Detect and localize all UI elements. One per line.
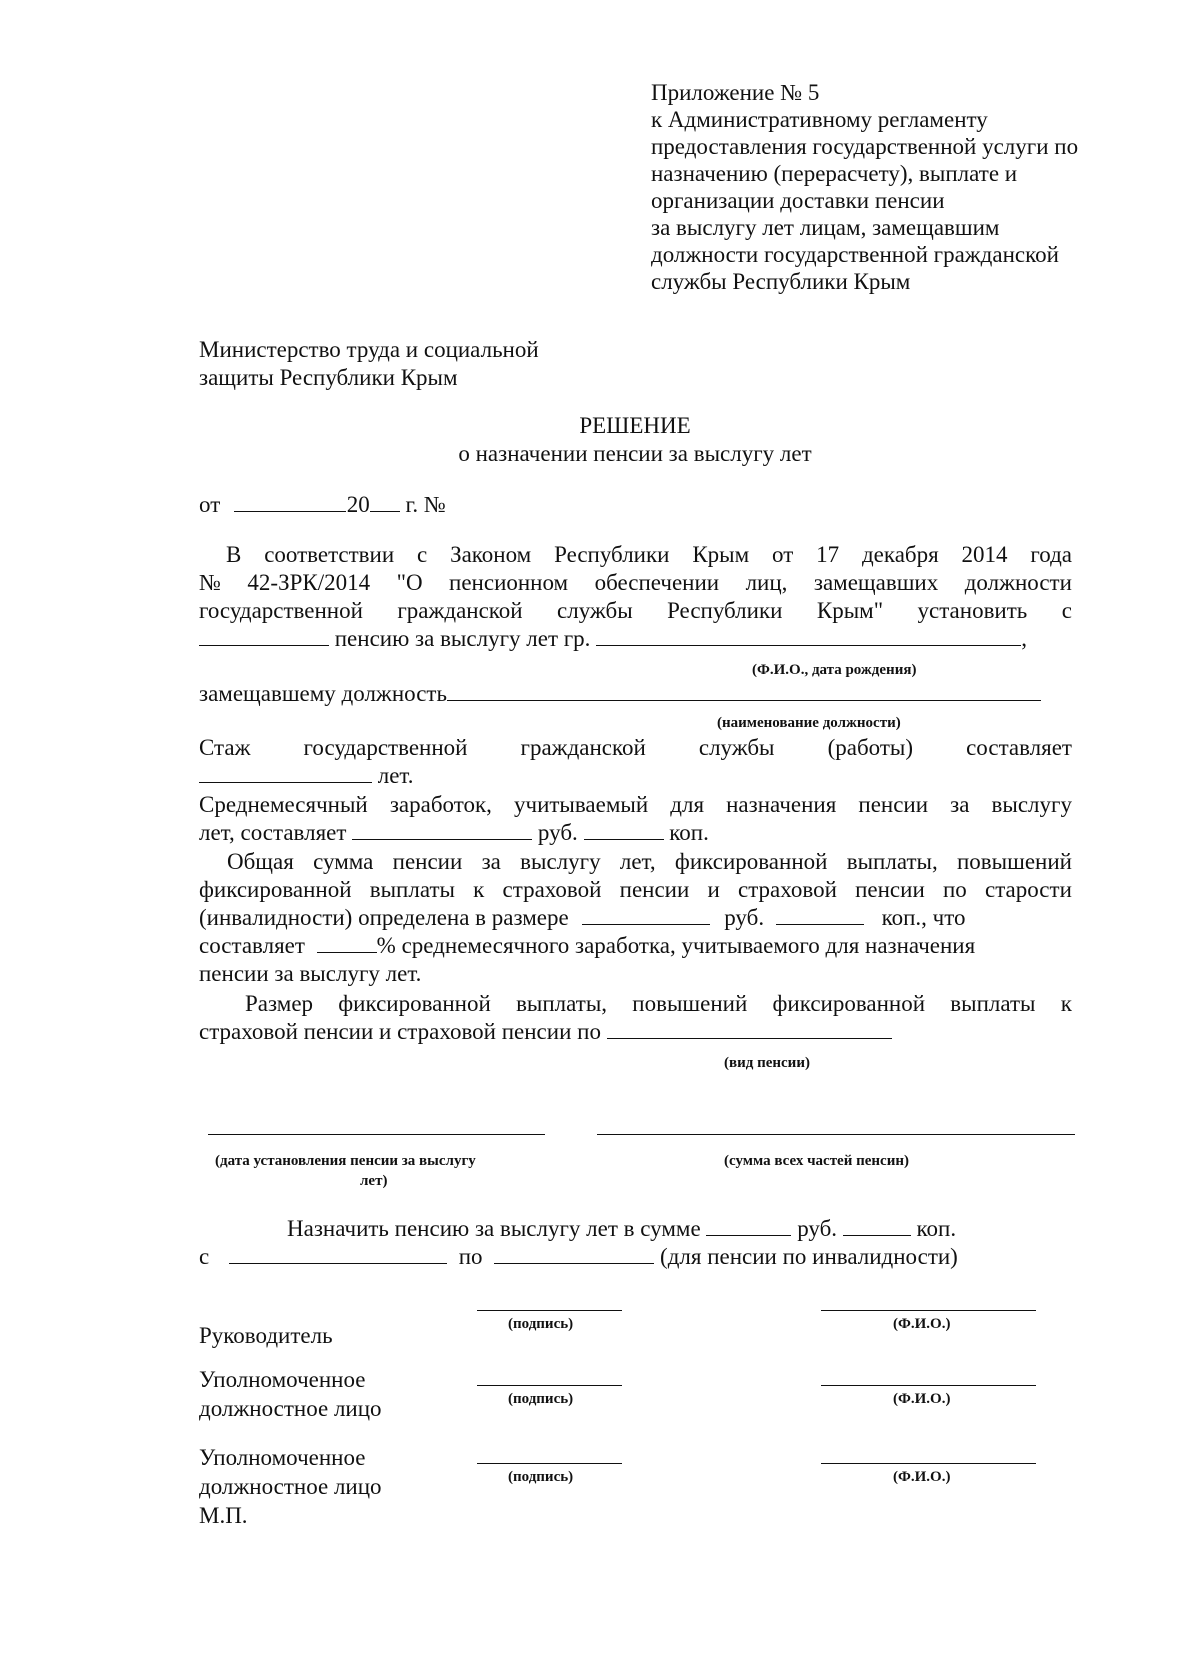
name-caption: (Ф.И.О.): [893, 1469, 951, 1485]
date-number-label: г. №: [405, 492, 446, 517]
signature-role-line-2: должностное лицо: [199, 1474, 382, 1499]
word: с: [1061, 598, 1072, 623]
fio-field[interactable]: [596, 625, 1021, 646]
word: выплаты,: [846, 849, 938, 874]
word: к: [473, 877, 485, 902]
word: декабря: [861, 542, 939, 567]
assign-start: Назначить пенсию за выслугу лет в сумме: [287, 1216, 701, 1241]
earnings-line-2: [199, 819, 709, 847]
word: страховой: [502, 877, 602, 902]
assign-rub-field[interactable]: [706, 1215, 791, 1236]
word: лет,: [619, 849, 656, 874]
word: Крым: [692, 542, 750, 567]
word: государственной: [199, 598, 363, 623]
from-label: с: [199, 1244, 210, 1269]
signature-role: Руководитель: [199, 1323, 333, 1348]
word: В: [226, 542, 242, 567]
word: фиксированной: [199, 877, 352, 902]
word: службы: [557, 598, 633, 623]
word: с: [417, 542, 428, 567]
total-line-2: [199, 876, 1072, 904]
word: составляет: [966, 735, 1072, 760]
word: Законом: [450, 542, 532, 567]
total-line-4: [199, 932, 975, 960]
word: старости: [984, 877, 1072, 902]
word: года: [1030, 542, 1072, 567]
signature-role-line-2: должностное лицо: [199, 1396, 382, 1421]
word: Республики: [667, 598, 783, 623]
signature-line[interactable]: [477, 1463, 622, 1464]
word: пенсии: [619, 877, 690, 902]
word: государственной: [303, 735, 468, 760]
word: от: [772, 542, 794, 567]
position-label: замещавшему должность: [199, 681, 447, 706]
word: 17: [816, 542, 840, 567]
rub-label: руб.: [724, 905, 765, 930]
word: Республики: [554, 542, 670, 567]
word: лиц,: [745, 570, 788, 595]
rub-label: руб.: [537, 820, 578, 845]
total-line-1: [227, 848, 1072, 876]
appendix-line: предоставления государственной услуги по: [651, 134, 1079, 159]
word: выслугу: [520, 849, 601, 874]
total-rub-field[interactable]: [582, 904, 710, 925]
word: замещавших: [813, 570, 939, 595]
word: выплаты: [369, 877, 455, 902]
appendix-line: к Административному регламенту: [651, 107, 988, 132]
word: пенсионном: [449, 570, 569, 595]
word: для: [670, 792, 705, 817]
word: учитываемый: [514, 792, 649, 817]
earnings-kop-field[interactable]: [584, 819, 664, 840]
appendix-line: за выслугу лет лицам, замещавшим: [651, 215, 1000, 240]
signature-role: Уполномоченное: [199, 1367, 366, 1392]
name-caption: (Ф.И.О.): [893, 1391, 951, 1407]
position-field[interactable]: [447, 680, 1041, 701]
fixed-line-1: [245, 990, 1072, 1018]
percent-field[interactable]: [317, 932, 377, 953]
word: за: [481, 849, 501, 874]
signature-caption: (подпись): [508, 1316, 574, 1332]
word: заработок,: [389, 792, 492, 817]
pension-type-caption: (вид пенсии): [724, 1055, 810, 1071]
pension-type-field[interactable]: [607, 1018, 892, 1039]
experience-years-field[interactable]: [199, 762, 372, 783]
word: пенсии: [858, 792, 929, 817]
word: по: [942, 877, 967, 902]
ministry-line-1: Министерство труда и социальной: [199, 337, 539, 362]
word: фиксированной: [674, 849, 828, 874]
word: (работы): [827, 735, 914, 760]
date-line: [199, 491, 446, 519]
sum-parts-line[interactable]: [597, 1134, 1075, 1135]
signature-role: Уполномоченное: [199, 1445, 366, 1470]
word: страховой: [738, 877, 837, 902]
date-year-prefix: 20: [346, 492, 370, 517]
word: Крым": [816, 598, 884, 623]
date-from-label: от: [199, 492, 221, 517]
pension-text: пенсию за выслугу лет гр.: [334, 626, 591, 651]
earnings-start: лет, составляет: [199, 820, 347, 845]
fio-caption: (Ф.И.О., дата рождения): [752, 662, 917, 678]
word: Размер: [245, 991, 314, 1016]
para1-line-1: [226, 541, 1072, 569]
rub-label: руб.: [797, 1216, 838, 1241]
name-caption: (Ф.И.О.): [893, 1316, 951, 1332]
years-label: лет.: [377, 763, 414, 788]
position-caption: (наименование должности): [717, 715, 901, 731]
para1-line-3: [199, 597, 1072, 625]
word: выслугу: [991, 792, 1072, 817]
total-line-3: [199, 904, 965, 932]
word: выплаты,: [516, 991, 608, 1016]
word: за: [950, 792, 970, 817]
name-line[interactable]: [821, 1463, 1036, 1464]
appendix-line: Приложение № 5: [651, 80, 820, 105]
signature-line[interactable]: [477, 1310, 622, 1311]
sum-caption: (сумма всех частей пенсин): [724, 1153, 909, 1169]
assign-line-1: [287, 1215, 956, 1243]
word: №: [199, 570, 221, 595]
fixed-start: страховой пенсии и страховой пенсии по: [199, 1019, 601, 1044]
disability-note: (для пенсии по инвалидности): [660, 1244, 958, 1269]
name-line[interactable]: [821, 1310, 1036, 1311]
word: пенсии: [855, 877, 925, 902]
word: службы: [698, 735, 775, 760]
para1-line-2: [199, 569, 1072, 597]
assign-to-field[interactable]: [494, 1243, 654, 1264]
word: должности: [964, 570, 1072, 595]
kop-what-label: коп., что: [881, 905, 966, 930]
total-line-5: пенсии за выслугу лет.: [199, 961, 422, 986]
date-established-line[interactable]: [208, 1134, 545, 1135]
assign-kop-field[interactable]: [843, 1215, 911, 1236]
word: гражданской: [520, 735, 646, 760]
word: Стаж: [199, 735, 251, 760]
signature-caption: (подпись): [508, 1391, 574, 1407]
ministry-line-2: защиты Республики Крым: [199, 365, 458, 390]
appendix-line: должности государственной гражданской: [651, 242, 1059, 267]
page-subtitle: о назначении пенсии за выслугу лет: [458, 441, 812, 466]
signature-line[interactable]: [477, 1385, 622, 1386]
total-percent-rest: % среднемесячного заработка, учитываемого для назначения: [376, 933, 976, 958]
assign-from-field[interactable]: [229, 1243, 447, 1264]
word: фиксированной: [772, 991, 926, 1016]
word: Среднемесячный: [199, 792, 368, 817]
para1-line-4: [199, 625, 1027, 653]
earnings-rub-field[interactable]: [352, 819, 532, 840]
earnings-line-1: [199, 791, 1072, 819]
page-title: РЕШЕНИЕ: [579, 413, 691, 438]
experience-line: [199, 734, 1072, 762]
word: "О: [396, 570, 423, 595]
kop-label: коп.: [916, 1216, 957, 1241]
position-line: [199, 680, 1041, 708]
comma: ,: [1021, 626, 1027, 651]
word: соответствии: [264, 542, 395, 567]
signature-caption: (подпись): [508, 1469, 574, 1485]
total-kop-field[interactable]: [776, 904, 864, 925]
word: к: [1060, 991, 1072, 1016]
word: повышений: [632, 991, 748, 1016]
experience-line-2: [199, 762, 414, 790]
to-label: по: [458, 1244, 483, 1269]
stamp-label: М.П.: [199, 1503, 248, 1528]
date-caption-line-1: (дата установления пенсии за выслугу: [215, 1153, 476, 1169]
word: пенсии: [392, 849, 463, 874]
word: обеспечении: [594, 570, 720, 595]
date-blank-field[interactable]: [234, 491, 346, 512]
fixed-line-2: [199, 1018, 892, 1046]
appendix-block: [651, 79, 1078, 295]
year-blank-field[interactable]: [370, 491, 400, 512]
total-percent-start: составляет: [199, 933, 305, 958]
word: и: [707, 877, 720, 902]
total-amount-start: (инвалидности) определена в размере: [199, 905, 569, 930]
word: повышений: [956, 849, 1072, 874]
word: выплаты: [950, 991, 1036, 1016]
word: гражданской: [397, 598, 523, 623]
word: фиксированной: [338, 991, 491, 1016]
word: 42-ЗРК/2014: [247, 570, 371, 595]
appendix-line: службы Республики Крым: [651, 269, 911, 294]
appendix-line: организации доставки пенсии: [651, 188, 945, 213]
name-line[interactable]: [821, 1385, 1036, 1386]
date-caption-line-2: лет): [360, 1173, 388, 1189]
assign-line-2: [199, 1243, 958, 1271]
word: Общая: [227, 849, 294, 874]
appendix-line: назначению (перерасчету), выплате и: [651, 161, 1018, 186]
word: 2014: [961, 542, 1008, 567]
start-date-field[interactable]: [199, 625, 329, 646]
word: назначения: [726, 792, 837, 817]
kop-label: коп.: [669, 820, 709, 845]
word: сумма: [313, 849, 374, 874]
word: установить: [917, 598, 1028, 623]
